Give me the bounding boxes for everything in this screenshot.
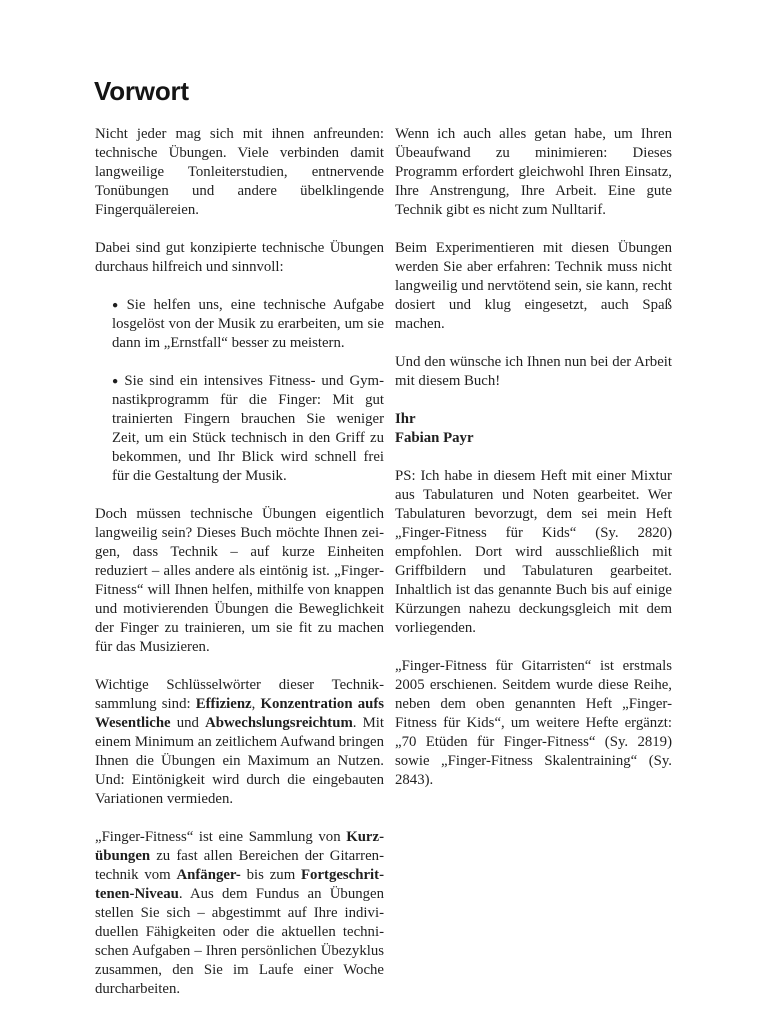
text-run: . Mit einem Minimum an zeitlichem Aufwand bringen Ihnen die Übungen ein Maximum an Nutzen. Und: Eintönigkeit wird durch die eingebauten Variationen vermieden. bbox=[95, 715, 385, 807]
bold-text: Anfänger- bbox=[176, 867, 241, 883]
text-run: zu fast allen Bereichen der Gitarrentechnik vom bbox=[95, 848, 384, 883]
paragraph bbox=[95, 505, 384, 657]
page-title: Vorwort bbox=[94, 76, 189, 106]
paragraph bbox=[95, 676, 384, 809]
text-run: Beim Experimentieren mit diesen Übungen werden Sie aber erfahren: Technik muss nicht langweilig und nervtötend sein, sie kann, recht dosiert und klug eingesetzt, auch Spaß machen. bbox=[395, 240, 672, 332]
text-run: Und den wünsche ich Ihnen nun bei der Arbeit mit diesem Buch! bbox=[395, 354, 672, 389]
right-column bbox=[395, 125, 672, 1018]
bullet-item bbox=[95, 296, 384, 353]
paragraph bbox=[395, 239, 672, 334]
signature-line: Ihr bbox=[395, 411, 416, 427]
paragraph bbox=[395, 125, 672, 220]
signature-line: Fabian Payr bbox=[395, 430, 474, 446]
text-run: bis zum bbox=[240, 867, 302, 883]
text-run: Nicht jeder mag sich mit ihnen anfreunden: technische Übungen. Viele verbinden damit langweilige Tonleiterstudien, entnervende Tonübungen und andere übelklingende Fingerquälereien. bbox=[95, 126, 384, 218]
text-columns bbox=[95, 125, 672, 1018]
text-run: . Aus dem Fundus an Übungen stellen Sie sich – abgestimmt auf Ihre individuellen Fähigkeiten oder die aktuellen technischen Aufgaben – Ihren persönlichen Übezyklus zusammen, den Sie im Laufe einer Woche durcharbeiten. bbox=[95, 886, 384, 997]
left-column bbox=[95, 125, 384, 1018]
bullet-item bbox=[95, 372, 384, 486]
paragraph bbox=[95, 828, 384, 999]
paragraph bbox=[95, 125, 384, 220]
paragraph bbox=[395, 657, 672, 790]
text-run: und bbox=[170, 715, 206, 731]
text-run: Sie helfen uns, eine technische Aufgabe losgelöst von der Musik zu erarbeiten, um sie dann im „Ernstfall“ besser zu meistern. bbox=[112, 297, 384, 351]
text-run: , bbox=[251, 696, 261, 712]
text-run: „Finger-Fitness“ ist eine Sammlung von bbox=[95, 829, 347, 845]
bold-text: Konzentration aufs Wesentliche bbox=[95, 696, 385, 731]
text-run: Sie sind ein intensives Fitness- und Gymnastikprogramm für die Finger: Mit gut trainierten Fingern brauchen Sie weniger Zeit, um ein Stück technisch in den Griff zu bekommen, und Ihr Blick wird schnell frei für die Gestaltung der Musik. bbox=[112, 373, 384, 484]
text-run: Dabei sind gut konzipierte technische Übungen durchaus hilfreich und sinnvoll: bbox=[95, 240, 384, 275]
bold-text: Effizienz bbox=[195, 696, 252, 712]
bold-text: Fortgeschrittenen-Niveau bbox=[95, 867, 385, 902]
signature bbox=[395, 410, 672, 448]
bullet-icon: ● bbox=[112, 376, 121, 387]
bold-text: Abwechslungsreichtum bbox=[205, 715, 353, 731]
text-run: Doch müssen technische Übungen eigentlich langweilig sein? Dieses Buch möchte Ihnen zeigen, dass Technik – auf kurze Einheiten reduziert – alles andere als eintönig ist. „Finger-Fitness“ will Ihnen helfen, mithilfe von knappen und motivierenden Übungen die Beweglichkeit der Finger zu trainieren, um sie fit zu machen für das Musizieren. bbox=[95, 506, 384, 655]
text-run: „Finger-Fitness für Gitarristen“ ist erstmals 2005 erschienen. Seitdem wurde diese Reihe, neben dem oben genannten Heft „Finger-Fitness für Kids“, um weitere Hefte ergänzt: „70 Etüden für Finger-Fitness“ (Sy. 2819) sowie „Finger-Fitness Skalentraining“ (Sy. 2843). bbox=[395, 658, 672, 788]
text-run: Wenn ich auch alles getan habe, um Ihren Übeaufwand zu minimieren: Dieses Programm erfordert gleichwohl Ihren Einsatz, Ihre Anstrengung, Ihre Arbeit. Eine gute Technik gibt es nicht zum Nulltarif. bbox=[395, 126, 672, 218]
paragraph bbox=[395, 467, 672, 638]
text-run: PS: Ich habe in diesem Heft mit einer Mixtur aus Tabulaturen und Noten gearbeitet. Wer Tabulaturen bevorzugt, dem sei mein Heft „Finger-Fitness für Kids“ (Sy. 2820) empfohlen. Dort wird ausschließlich mit Griffbildern und Tabulaturen gearbeitet. Inhaltlich ist das genannte Buch bis auf einige Kürzungen nahezu deckungsgleich mit dem vorliegenden. bbox=[395, 468, 672, 636]
bold-text: Kurzübungen bbox=[95, 829, 384, 864]
paragraph bbox=[395, 353, 672, 391]
bullet-icon: ● bbox=[112, 300, 123, 311]
paragraph bbox=[95, 239, 384, 277]
text-run: Wichtige Schlüsselwörter dieser Techniksammlung sind: bbox=[95, 677, 384, 712]
